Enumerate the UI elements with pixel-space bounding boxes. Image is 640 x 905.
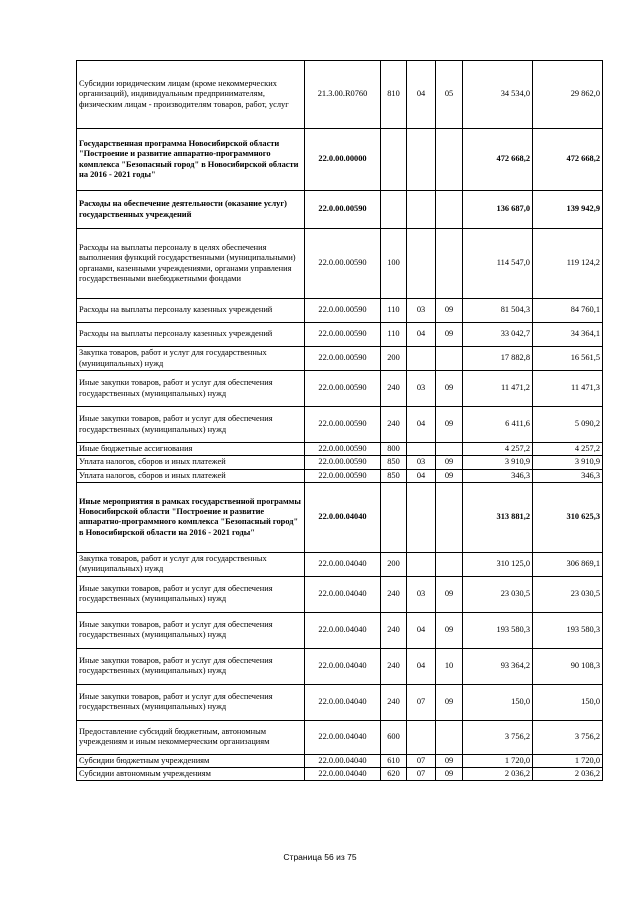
row-vr xyxy=(381,482,407,552)
row-code: 22.0.00.00590 xyxy=(305,347,381,371)
row-pr: 09 xyxy=(436,371,463,407)
row-code: 22.0.00.04040 xyxy=(305,684,381,720)
row-code: 22.0.00.04040 xyxy=(305,754,381,767)
row-value-1: 2 036,2 xyxy=(463,768,533,781)
row-value-1: 346,3 xyxy=(463,469,533,482)
row-name: Иные закупки товаров, работ и услуг для обеспечения государственных (муниципальных) нужд xyxy=(77,407,305,443)
table-body xyxy=(77,61,603,781)
table-row xyxy=(77,191,603,229)
table-row xyxy=(77,443,603,456)
row-value-1: 81 504,3 xyxy=(463,299,533,323)
row-vr: 800 xyxy=(381,443,407,456)
table-row xyxy=(77,469,603,482)
row-value-1: 93 364,2 xyxy=(463,648,533,684)
row-code: 22.0.00.04040 xyxy=(305,720,381,754)
row-pr: 09 xyxy=(436,576,463,612)
row-pr xyxy=(436,229,463,299)
table-row xyxy=(77,347,603,371)
row-vr xyxy=(381,191,407,229)
table-row xyxy=(77,720,603,754)
row-name: Уплата налогов, сборов и иных платежей xyxy=(77,469,305,482)
row-value-2: 119 124,2 xyxy=(533,229,603,299)
row-code: 22.0.00.00590 xyxy=(305,191,381,229)
row-pr: 09 xyxy=(436,684,463,720)
row-code: 22.0.00.04040 xyxy=(305,612,381,648)
row-name: Закупка товаров, работ и услуг для государственных (муниципальных) нужд xyxy=(77,347,305,371)
row-name: Иные закупки товаров, работ и услуг для обеспечения государственных (муниципальных) нужд xyxy=(77,648,305,684)
row-value-1: 23 030,5 xyxy=(463,576,533,612)
row-rz: 03 xyxy=(407,576,436,612)
row-name: Субсидии автономным учреждениям xyxy=(77,768,305,781)
row-name: Иные бюджетные ассигнования xyxy=(77,443,305,456)
table-row xyxy=(77,61,603,129)
row-vr: 240 xyxy=(381,684,407,720)
row-vr: 240 xyxy=(381,648,407,684)
row-code: 21.3.00.R0760 xyxy=(305,61,381,129)
row-rz: 04 xyxy=(407,612,436,648)
row-value-2: 310 625,3 xyxy=(533,482,603,552)
row-vr: 200 xyxy=(381,347,407,371)
row-code: 22.0.00.00590 xyxy=(305,469,381,482)
row-name: Закупка товаров, работ и услуг для государственных (муниципальных) нужд xyxy=(77,552,305,576)
table-row xyxy=(77,129,603,191)
row-vr: 240 xyxy=(381,407,407,443)
table-row xyxy=(77,768,603,781)
row-vr: 100 xyxy=(381,229,407,299)
row-value-1: 6 411,6 xyxy=(463,407,533,443)
row-pr: 09 xyxy=(436,407,463,443)
row-rz: 04 xyxy=(407,648,436,684)
row-name: Расходы на обеспечение деятельности (оказание услуг) государственных учреждений xyxy=(77,191,305,229)
row-pr xyxy=(436,129,463,191)
table-row xyxy=(77,371,603,407)
row-value-1: 34 534,0 xyxy=(463,61,533,129)
row-value-2: 34 364,1 xyxy=(533,323,603,347)
budget-table xyxy=(76,60,603,781)
row-pr: 09 xyxy=(436,612,463,648)
row-value-1: 114 547,0 xyxy=(463,229,533,299)
row-rz: 07 xyxy=(407,754,436,767)
row-code: 22.0.00.00590 xyxy=(305,407,381,443)
row-value-2: 4 257,2 xyxy=(533,443,603,456)
row-rz xyxy=(407,552,436,576)
row-name: Иные закупки товаров, работ и услуг для обеспечения государственных (муниципальных) нужд xyxy=(77,684,305,720)
table-row xyxy=(77,684,603,720)
row-value-2: 346,3 xyxy=(533,469,603,482)
row-value-1: 310 125,0 xyxy=(463,552,533,576)
row-vr: 850 xyxy=(381,456,407,469)
row-vr: 620 xyxy=(381,768,407,781)
row-value-1: 33 042,7 xyxy=(463,323,533,347)
row-pr: 09 xyxy=(436,469,463,482)
row-pr xyxy=(436,552,463,576)
table-row xyxy=(77,552,603,576)
row-rz: 03 xyxy=(407,371,436,407)
row-value-1: 136 687,0 xyxy=(463,191,533,229)
row-name: Предоставление субсидий бюджетным, автономным учреждениям и иным некоммерческим организациям xyxy=(77,720,305,754)
row-value-2: 3 756,2 xyxy=(533,720,603,754)
row-code: 22.0.00.00590 xyxy=(305,371,381,407)
row-value-1: 3 756,2 xyxy=(463,720,533,754)
row-pr: 10 xyxy=(436,648,463,684)
row-value-1: 472 668,2 xyxy=(463,129,533,191)
table-row xyxy=(77,482,603,552)
row-rz: 03 xyxy=(407,456,436,469)
row-value-1: 11 471,2 xyxy=(463,371,533,407)
row-code: 22.0.00.00590 xyxy=(305,323,381,347)
row-name: Субсидии юридическим лицам (кроме некоммерческих организаций), индивидуальным предпринимателям, физическим лицам - производителям товаров, работ, услуг xyxy=(77,61,305,129)
row-pr xyxy=(436,720,463,754)
row-value-1: 3 910,9 xyxy=(463,456,533,469)
row-value-2: 11 471,3 xyxy=(533,371,603,407)
row-vr: 810 xyxy=(381,61,407,129)
row-code: 22.0.00.04040 xyxy=(305,768,381,781)
row-vr: 850 xyxy=(381,469,407,482)
row-rz: 04 xyxy=(407,61,436,129)
row-code: 22.0.00.04040 xyxy=(305,576,381,612)
row-vr: 610 xyxy=(381,754,407,767)
row-vr xyxy=(381,129,407,191)
row-value-2: 472 668,2 xyxy=(533,129,603,191)
row-rz: 04 xyxy=(407,469,436,482)
row-value-2: 84 760,1 xyxy=(533,299,603,323)
row-rz xyxy=(407,191,436,229)
row-pr xyxy=(436,191,463,229)
row-pr xyxy=(436,443,463,456)
row-pr xyxy=(436,482,463,552)
row-value-2: 139 942,9 xyxy=(533,191,603,229)
row-pr: 05 xyxy=(436,61,463,129)
row-name: Иные мероприятия в рамках государственной программы Новосибирской области "Построение и развитие аппаратно-программного комплекса "Безопасный город" в Новосибирской области на 2016 - 2021 годы" xyxy=(77,482,305,552)
row-value-1: 1 720,0 xyxy=(463,754,533,767)
row-vr: 110 xyxy=(381,323,407,347)
row-vr: 240 xyxy=(381,371,407,407)
table-row xyxy=(77,456,603,469)
row-rz xyxy=(407,443,436,456)
row-value-2: 193 580,3 xyxy=(533,612,603,648)
row-value-2: 3 910,9 xyxy=(533,456,603,469)
row-code: 22.0.00.00000 xyxy=(305,129,381,191)
row-value-2: 2 036,2 xyxy=(533,768,603,781)
row-value-2: 5 090,2 xyxy=(533,407,603,443)
table-row xyxy=(77,407,603,443)
row-value-2: 90 108,3 xyxy=(533,648,603,684)
row-name: Субсидии бюджетным учреждениям xyxy=(77,754,305,767)
row-vr: 240 xyxy=(381,612,407,648)
row-pr xyxy=(436,347,463,371)
row-value-1: 150,0 xyxy=(463,684,533,720)
table-row xyxy=(77,576,603,612)
row-rz xyxy=(407,482,436,552)
table-row xyxy=(77,612,603,648)
row-pr: 09 xyxy=(436,299,463,323)
row-name: Расходы на выплаты персоналу в целях обеспечения выполнения функций государственными (муниципальными) органами, казенными учреждениями, органами управления государственными внебюджетными фондами xyxy=(77,229,305,299)
row-name: Расходы на выплаты персоналу казенных учреждений xyxy=(77,323,305,347)
table-row xyxy=(77,323,603,347)
row-name: Иные закупки товаров, работ и услуг для обеспечения государственных (муниципальных) нужд xyxy=(77,371,305,407)
row-code: 22.0.00.00590 xyxy=(305,443,381,456)
row-value-2: 23 030,5 xyxy=(533,576,603,612)
row-name: Расходы на выплаты персоналу казенных учреждений xyxy=(77,299,305,323)
row-pr: 09 xyxy=(436,768,463,781)
row-rz: 07 xyxy=(407,684,436,720)
row-name: Государственная программа Новосибирской области "Построение и развитие аппаратно-программного комплекса "Безопасный город" в Новосибирской области на 2016 - 2021 годы" xyxy=(77,129,305,191)
row-rz: 07 xyxy=(407,768,436,781)
row-rz xyxy=(407,129,436,191)
row-code: 22.0.00.04040 xyxy=(305,552,381,576)
page-number: Страница 56 из 75 xyxy=(283,852,357,862)
row-value-1: 17 882,8 xyxy=(463,347,533,371)
row-code: 22.0.00.04040 xyxy=(305,482,381,552)
table-row xyxy=(77,648,603,684)
row-value-1: 4 257,2 xyxy=(463,443,533,456)
row-vr: 600 xyxy=(381,720,407,754)
row-rz xyxy=(407,229,436,299)
row-code: 22.0.00.00590 xyxy=(305,229,381,299)
row-value-2: 16 561,5 xyxy=(533,347,603,371)
row-value-2: 1 720,0 xyxy=(533,754,603,767)
table-row xyxy=(77,229,603,299)
row-value-1: 313 881,2 xyxy=(463,482,533,552)
row-name: Иные закупки товаров, работ и услуг для обеспечения государственных (муниципальных) нужд xyxy=(77,612,305,648)
table-row xyxy=(77,754,603,767)
row-rz: 04 xyxy=(407,407,436,443)
row-code: 22.0.00.00590 xyxy=(305,456,381,469)
row-pr: 09 xyxy=(436,456,463,469)
row-rz: 03 xyxy=(407,299,436,323)
row-value-2: 29 862,0 xyxy=(533,61,603,129)
row-rz xyxy=(407,720,436,754)
row-rz: 04 xyxy=(407,323,436,347)
table-row xyxy=(77,299,603,323)
row-pr: 09 xyxy=(436,323,463,347)
row-vr: 200 xyxy=(381,552,407,576)
row-value-2: 306 869,1 xyxy=(533,552,603,576)
row-name: Иные закупки товаров, работ и услуг для обеспечения государственных (муниципальных) нужд xyxy=(77,576,305,612)
row-name: Уплата налогов, сборов и иных платежей xyxy=(77,456,305,469)
row-pr: 09 xyxy=(436,754,463,767)
row-code: 22.0.00.00590 xyxy=(305,299,381,323)
row-value-2: 150,0 xyxy=(533,684,603,720)
row-rz xyxy=(407,347,436,371)
row-vr: 110 xyxy=(381,299,407,323)
row-vr: 240 xyxy=(381,576,407,612)
row-code: 22.0.00.04040 xyxy=(305,648,381,684)
row-value-1: 193 580,3 xyxy=(463,612,533,648)
